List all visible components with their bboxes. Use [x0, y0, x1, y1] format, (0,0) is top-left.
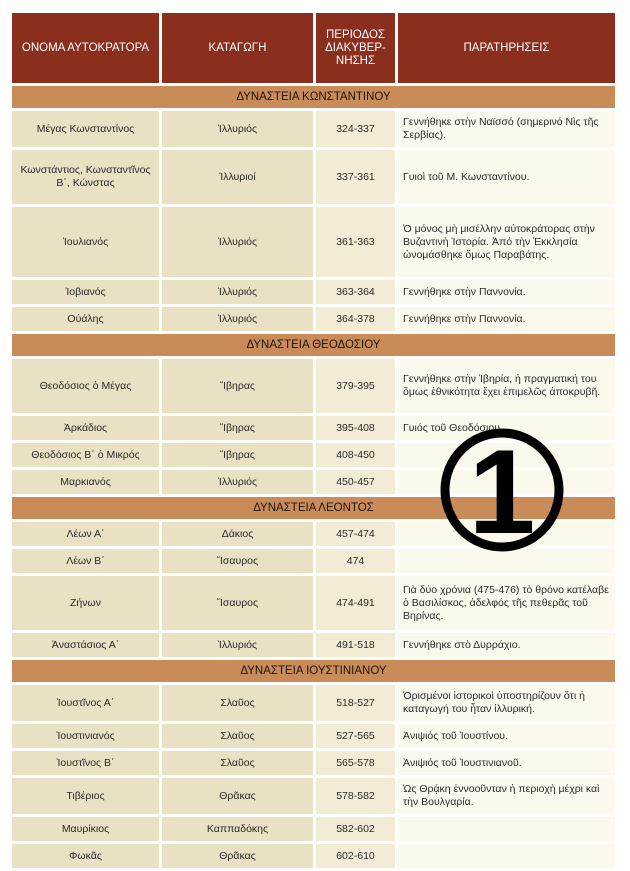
period-cell: 602-610 [316, 844, 398, 868]
watermark-number: 1 [468, 426, 536, 554]
table-row [12, 359, 615, 413]
emperor-name-cell: Λέων Α΄ [12, 522, 162, 546]
notes-cell: Ἀνιψιός τοῦ Ἰουστίνου. [398, 724, 615, 748]
dynasty-title: ΔΥΝΑΣΤΕΙΑ ΛΕΟΝΤΟΣ [12, 497, 615, 519]
emperor-name-cell: Ἰουστινιανός [12, 724, 162, 748]
table-row [12, 633, 615, 657]
period-cell: 395-408 [316, 416, 398, 440]
period-cell: 363-364 [316, 280, 398, 304]
table-row [12, 150, 615, 204]
period-cell: 450-457 [316, 470, 398, 494]
table-row [12, 817, 615, 841]
dynasty-title: ΔΥΝΑΣΤΕΙΑ ΚΩΝΣΤΑΝΤΙΝΟΥ [12, 86, 615, 108]
dynasty-header [12, 334, 615, 356]
table-row [12, 111, 615, 147]
period-cell: 518-527 [316, 685, 398, 721]
table-row [12, 751, 615, 775]
notes-cell [398, 817, 615, 841]
header-name: ΟΝΟΜΑ ΑΥΤΟΚΡΑΤΟΡΑ [12, 13, 162, 83]
emperor-name-cell: Θεοδόσιος ὁ Μέγας [12, 359, 162, 413]
table-row [12, 307, 615, 331]
origin-cell: Θρᾶκας [162, 778, 316, 814]
notes-cell: Γεννήθηκε στὴν Ναϊσσό (σημερινό Νὶς τῆς Σερβίας). [398, 111, 615, 147]
origin-cell: Ἰλλυριοί [162, 150, 316, 204]
notes-cell: Ὁρισμένοι ἱστορικοὶ ὑποστηρίζουν ὅτι ἡ καταγωγή του ἦταν ἰλλυρική. [398, 685, 615, 721]
emperor-name-cell: Ἰουστῖνος Β΄ [12, 751, 162, 775]
period-cell: 578-582 [316, 778, 398, 814]
origin-cell: Ἴσαυρος [162, 549, 316, 573]
table-row [12, 685, 615, 721]
period-cell: 324-337 [316, 111, 398, 147]
dynasty-header [12, 660, 615, 682]
origin-cell: Ἰλλυριός [162, 633, 316, 657]
notes-cell: Γεννήθηκε στὴν Ἰβηρία, ἡ πραγματική του ὅμως ἐθνικότητα ἔχει ἐπιμελῶς ἀποκρυβῆ. [398, 359, 615, 413]
origin-cell: Ἴβηρας [162, 443, 316, 467]
emperor-name-cell: Ἀρκάδιος [12, 416, 162, 440]
circled-one-icon [438, 426, 566, 554]
origin-cell: Ἰλλυριός [162, 111, 316, 147]
period-cell: 361-363 [316, 207, 398, 277]
origin-cell: Δάκιος [162, 522, 316, 546]
period-cell: 491-518 [316, 633, 398, 657]
period-cell: 474 [316, 549, 398, 573]
period-cell: 565-578 [316, 751, 398, 775]
origin-cell: Σλαῦος [162, 724, 316, 748]
emperor-name-cell: Θεοδόσιος Β΄ ὁ Μικρός [12, 443, 162, 467]
origin-cell: Ἰλλυριός [162, 470, 316, 494]
period-cell: 337-361 [316, 150, 398, 204]
header-origin: ΚΑΤΑΓΩΓΗ [162, 13, 316, 83]
emperor-name-cell: Ἀναστάσιος Α΄ [12, 633, 162, 657]
origin-cell: Ἰλλυριός [162, 207, 316, 277]
period-cell: 582-602 [316, 817, 398, 841]
notes-cell: Ὁ μόνος μὴ μισέλλην αὐτοκράτορας στὴν Βυζαντινὴ Ἱστορία. Ἀπό τὴν Ἐκκλησία ὠνομάσθηκε ὅμως Παραβάτης. [398, 207, 615, 277]
dynasty-title: ΔΥΝΑΣΤΕΙΑ ΙΟΥΣΤΙΝΙΑΝΟΥ [12, 660, 615, 682]
emperor-name-cell: Μαρκιανός [12, 470, 162, 494]
notes-cell: Γεννήθηκε στὸ Δυρράχιο. [398, 633, 615, 657]
table-row [12, 844, 615, 868]
origin-cell: Καππαδόκης [162, 817, 316, 841]
header-notes: ΠΑΡΑΤΗΡΗΣΕΙΣ [398, 13, 615, 83]
period-cell: 379-395 [316, 359, 398, 413]
table-row [12, 778, 615, 814]
emperor-name-cell: Λέων Β΄ [12, 549, 162, 573]
origin-cell: Ἴσαυρος [162, 576, 316, 630]
notes-cell: Γυιός τοῦ Θεοδόσιου. [398, 416, 615, 440]
emperor-name-cell: Ἰουλιανός [12, 207, 162, 277]
notes-cell: Γιὰ δύο χρόνια (475-476) τὸ θρόνο κατέλαβε ὁ Βασιλίσκος, ἀδελφός τῆς πεθερᾶς τοῦ Βηρίνας. [398, 576, 615, 630]
emperor-name-cell: Ἰουστῖνος Α΄ [12, 685, 162, 721]
notes-cell: Γεννήθηκε στὴν Παννονία. [398, 307, 615, 331]
header-period: ΠΕΡΙΟΔΟΣ ΔΙΑΚΥΒΕΡ-ΝΗΣΗΣ [316, 13, 398, 83]
table-header-row [12, 13, 615, 83]
origin-cell: Σλαῦος [162, 685, 316, 721]
table-row [12, 724, 615, 748]
notes-cell: Ἀνιψιός τοῦ Ἰουστινιανοῦ. [398, 751, 615, 775]
origin-cell: Σλαῦος [162, 751, 316, 775]
table-row [12, 280, 615, 304]
emperor-name-cell: Κωνστάντιος, Κωνσταντῖνος Β΄, Κώνστας [12, 150, 162, 204]
period-cell: 474-491 [316, 576, 398, 630]
emperor-name-cell: Φωκᾶς [12, 844, 162, 868]
notes-cell: Ὡς Θρᾴκη ἐννοοῦνταν ἡ περιοχὴ μέχρι καὶ τὴν Βουλγαρία. [398, 778, 615, 814]
table-row [12, 207, 615, 277]
origin-cell: Ἴβηρας [162, 416, 316, 440]
notes-cell: Γεννήθηκε στὴν Παννονία. [398, 280, 615, 304]
emperor-name-cell: Οὐάλης [12, 307, 162, 331]
emperor-name-cell: Τιβέριος [12, 778, 162, 814]
dynasty-header [12, 86, 615, 108]
origin-cell: Ἴβηρας [162, 359, 316, 413]
origin-cell: Ἰλλυριός [162, 280, 316, 304]
emperor-name-cell: Ζήνων [12, 576, 162, 630]
period-cell: 457-474 [316, 522, 398, 546]
notes-cell: Γυιοὶ τοῦ Μ. Κωνσταντίνου. [398, 150, 615, 204]
origin-cell: Ἰλλυριός [162, 307, 316, 331]
dynasty-title: ΔΥΝΑΣΤΕΙΑ ΘΕΟΔΟΣΙΟΥ [12, 334, 615, 356]
table-row [12, 576, 615, 630]
emperor-name-cell: Μαυρίκιος [12, 817, 162, 841]
emperor-name-cell: Μέγας Κωνσταντίνος [12, 111, 162, 147]
period-cell: 527-565 [316, 724, 398, 748]
period-cell: 408-450 [316, 443, 398, 467]
period-cell: 364-378 [316, 307, 398, 331]
origin-cell: Θρᾶκας [162, 844, 316, 868]
emperor-name-cell: Ἰοβιανός [12, 280, 162, 304]
notes-cell [398, 844, 615, 868]
